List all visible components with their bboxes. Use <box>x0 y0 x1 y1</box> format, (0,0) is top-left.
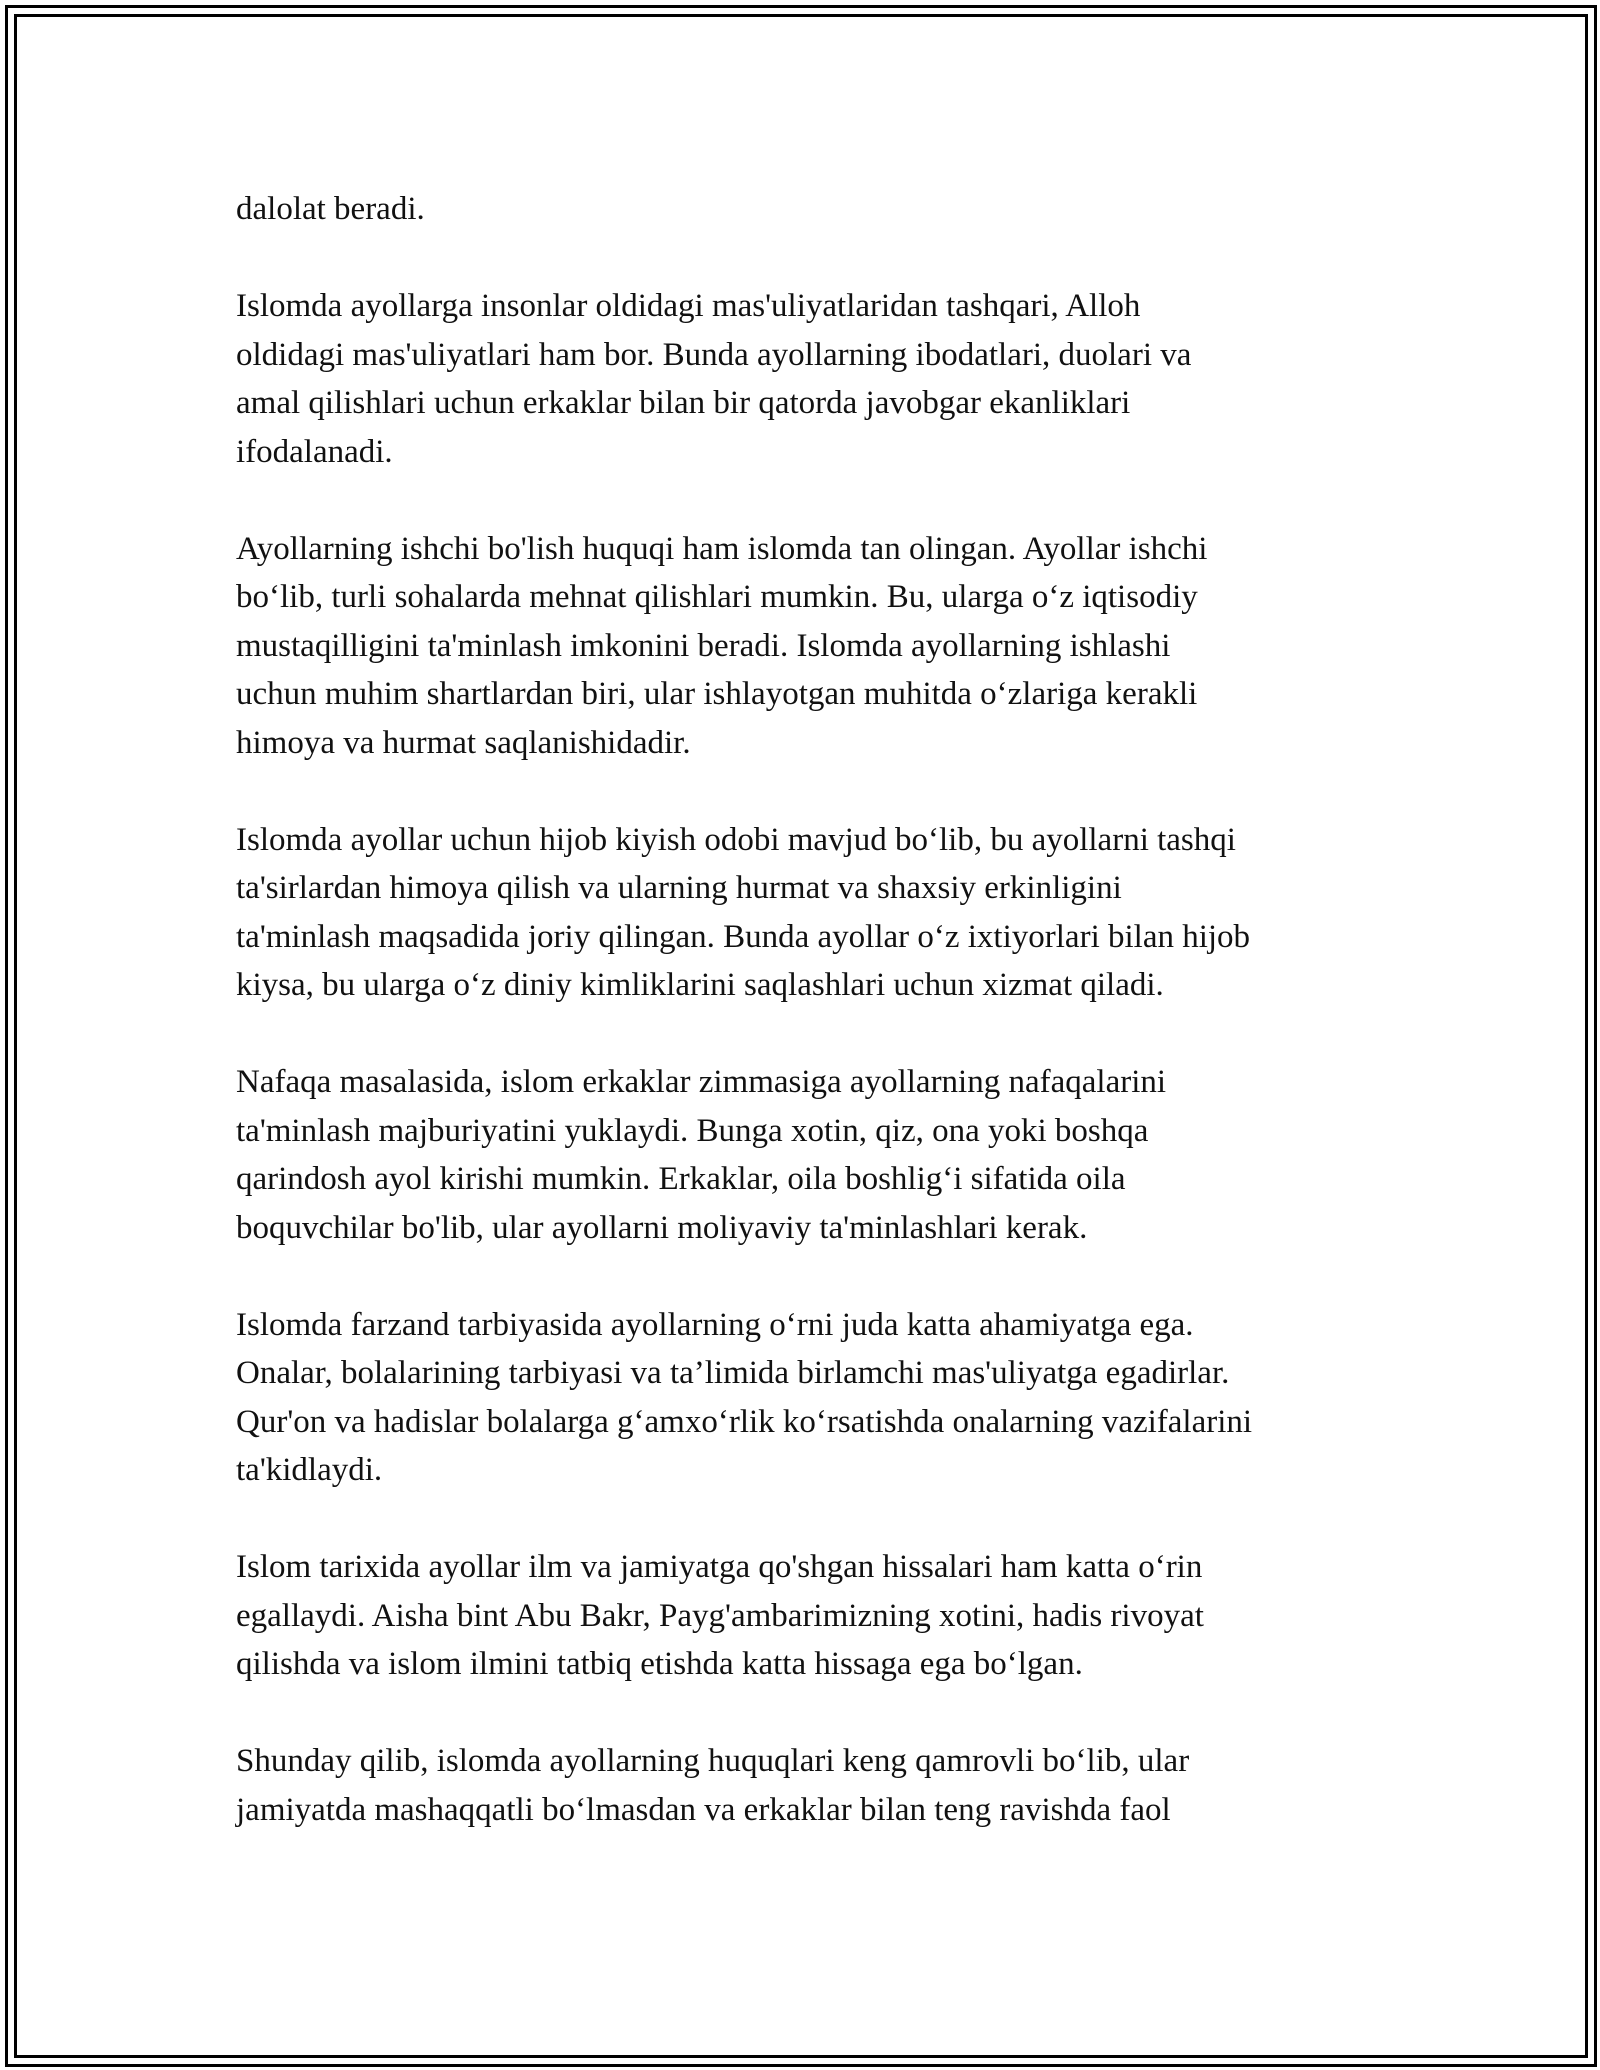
paragraph-7 <box>236 1543 1376 1689</box>
text-line: uchun muhim shartlardan biri, ular ishlayotgan muhitda o‘zlariga kerakli <box>236 676 1198 712</box>
text-line: qarindosh ayol kirishi mumkin. Erkaklar, oila boshlig‘i sifatida oila <box>236 1161 1126 1197</box>
paragraph-6 <box>236 1301 1376 1495</box>
text-line: Ayollarning ishchi bo'lish huquqi ham islomda tan olingan. Ayollar ishchi <box>236 530 1208 567</box>
text-line: qilishda va islom ilmini tatbiq etishda katta hissaga ega bo‘lgan. <box>236 1646 1083 1682</box>
text-line: mustaqilligini ta'minlash imkonini beradi. Islomda ayollarning ishlashi <box>236 627 1171 664</box>
text-line: ta'minlash majburiyatini yuklaydi. Bunga xotin, qiz, ona yoki boshqa <box>236 1112 1149 1149</box>
text-line: oldidagi mas'uliyatlari ham bor. Bunda ayollarning ibodatlari, duolari va <box>236 336 1192 373</box>
text-line: Shunday qilib, islomda ayollarning huquqlari keng qamrovli bo‘lib, ular <box>236 1743 1190 1779</box>
text-line: dalolat beradi. <box>236 191 425 227</box>
text-line: bo‘lib, turli sohalarda mehnat qilishlari mumkin. Bu, ularga o‘z iqtisodiy <box>236 579 1198 615</box>
text-line: jamiyatda mashaqqatli bo‘lmasdan va erkaklar bilan teng ravishda faol <box>236 1791 1171 1828</box>
text-line: Islomda farzand tarbiyasida ayollarning o‘rni juda katta ahamiyatga ega. <box>236 1306 1194 1343</box>
text-line: ta'kidlaydi. <box>236 1452 383 1488</box>
text-line: ifodalanadi. <box>236 433 393 470</box>
text-line: Nafaqa masalasida, islom erkaklar zimmasiga ayollarning nafaqalarini <box>236 1064 1167 1100</box>
text-line: Onalar, bolalarining tarbiyasi va ta’limida birlamchi mas'uliyatga egadirlar. <box>236 1355 1230 1391</box>
text-line: boquvchilar bo'lib, ular ayollarni moliyaviy ta'minlashlari kerak. <box>236 1209 1088 1246</box>
paragraph-3 <box>236 525 1376 768</box>
text-line: ta'sirlardan himoya qilish va ularning hurmat va shaxsiy erkinligini <box>236 870 1122 906</box>
text-line: himoya va hurmat saqlanishidadir. <box>236 724 691 761</box>
document-body <box>236 185 1376 1883</box>
text-line: Islomda ayollarga insonlar oldidagi mas'uliyatlaridan tashqari, Alloh <box>236 288 1141 324</box>
text-line: egallaydi. Aisha bint Abu Bakr, Payg'ambarimizning xotini, hadis rivoyat <box>236 1597 1204 1634</box>
text-line: Qur'on va hadislar bolalarga g‘amxo‘rlik ko‘rsatishda onalarning vazifalarini <box>236 1403 1253 1440</box>
text-line: Islom tarixida ayollar ilm va jamiyatga qo'shgan hissalari ham katta o‘rin <box>236 1549 1203 1585</box>
text-line: amal qilishlari uchun erkaklar bilan bir qatorda javobgar ekanliklari <box>236 385 1131 421</box>
text-line: kiysa, bu ularga o‘z diniy kimliklarini saqlashlari uchun xizmat qiladi. <box>236 967 1164 1003</box>
paragraph-4 <box>236 816 1376 1010</box>
text-line: Islomda ayollar uchun hijob kiyish odobi mavjud bo‘lib, bu ayollarni tashqi <box>236 821 1236 858</box>
text-line: ta'minlash maqsadida joriy qilingan. Bunda ayollar o‘z ixtiyorlari bilan hijob <box>236 918 1251 955</box>
paragraph-2 <box>236 282 1376 476</box>
paragraph-8 <box>236 1737 1376 1834</box>
paragraph-1 <box>236 185 1376 234</box>
paragraph-5 <box>236 1058 1376 1252</box>
